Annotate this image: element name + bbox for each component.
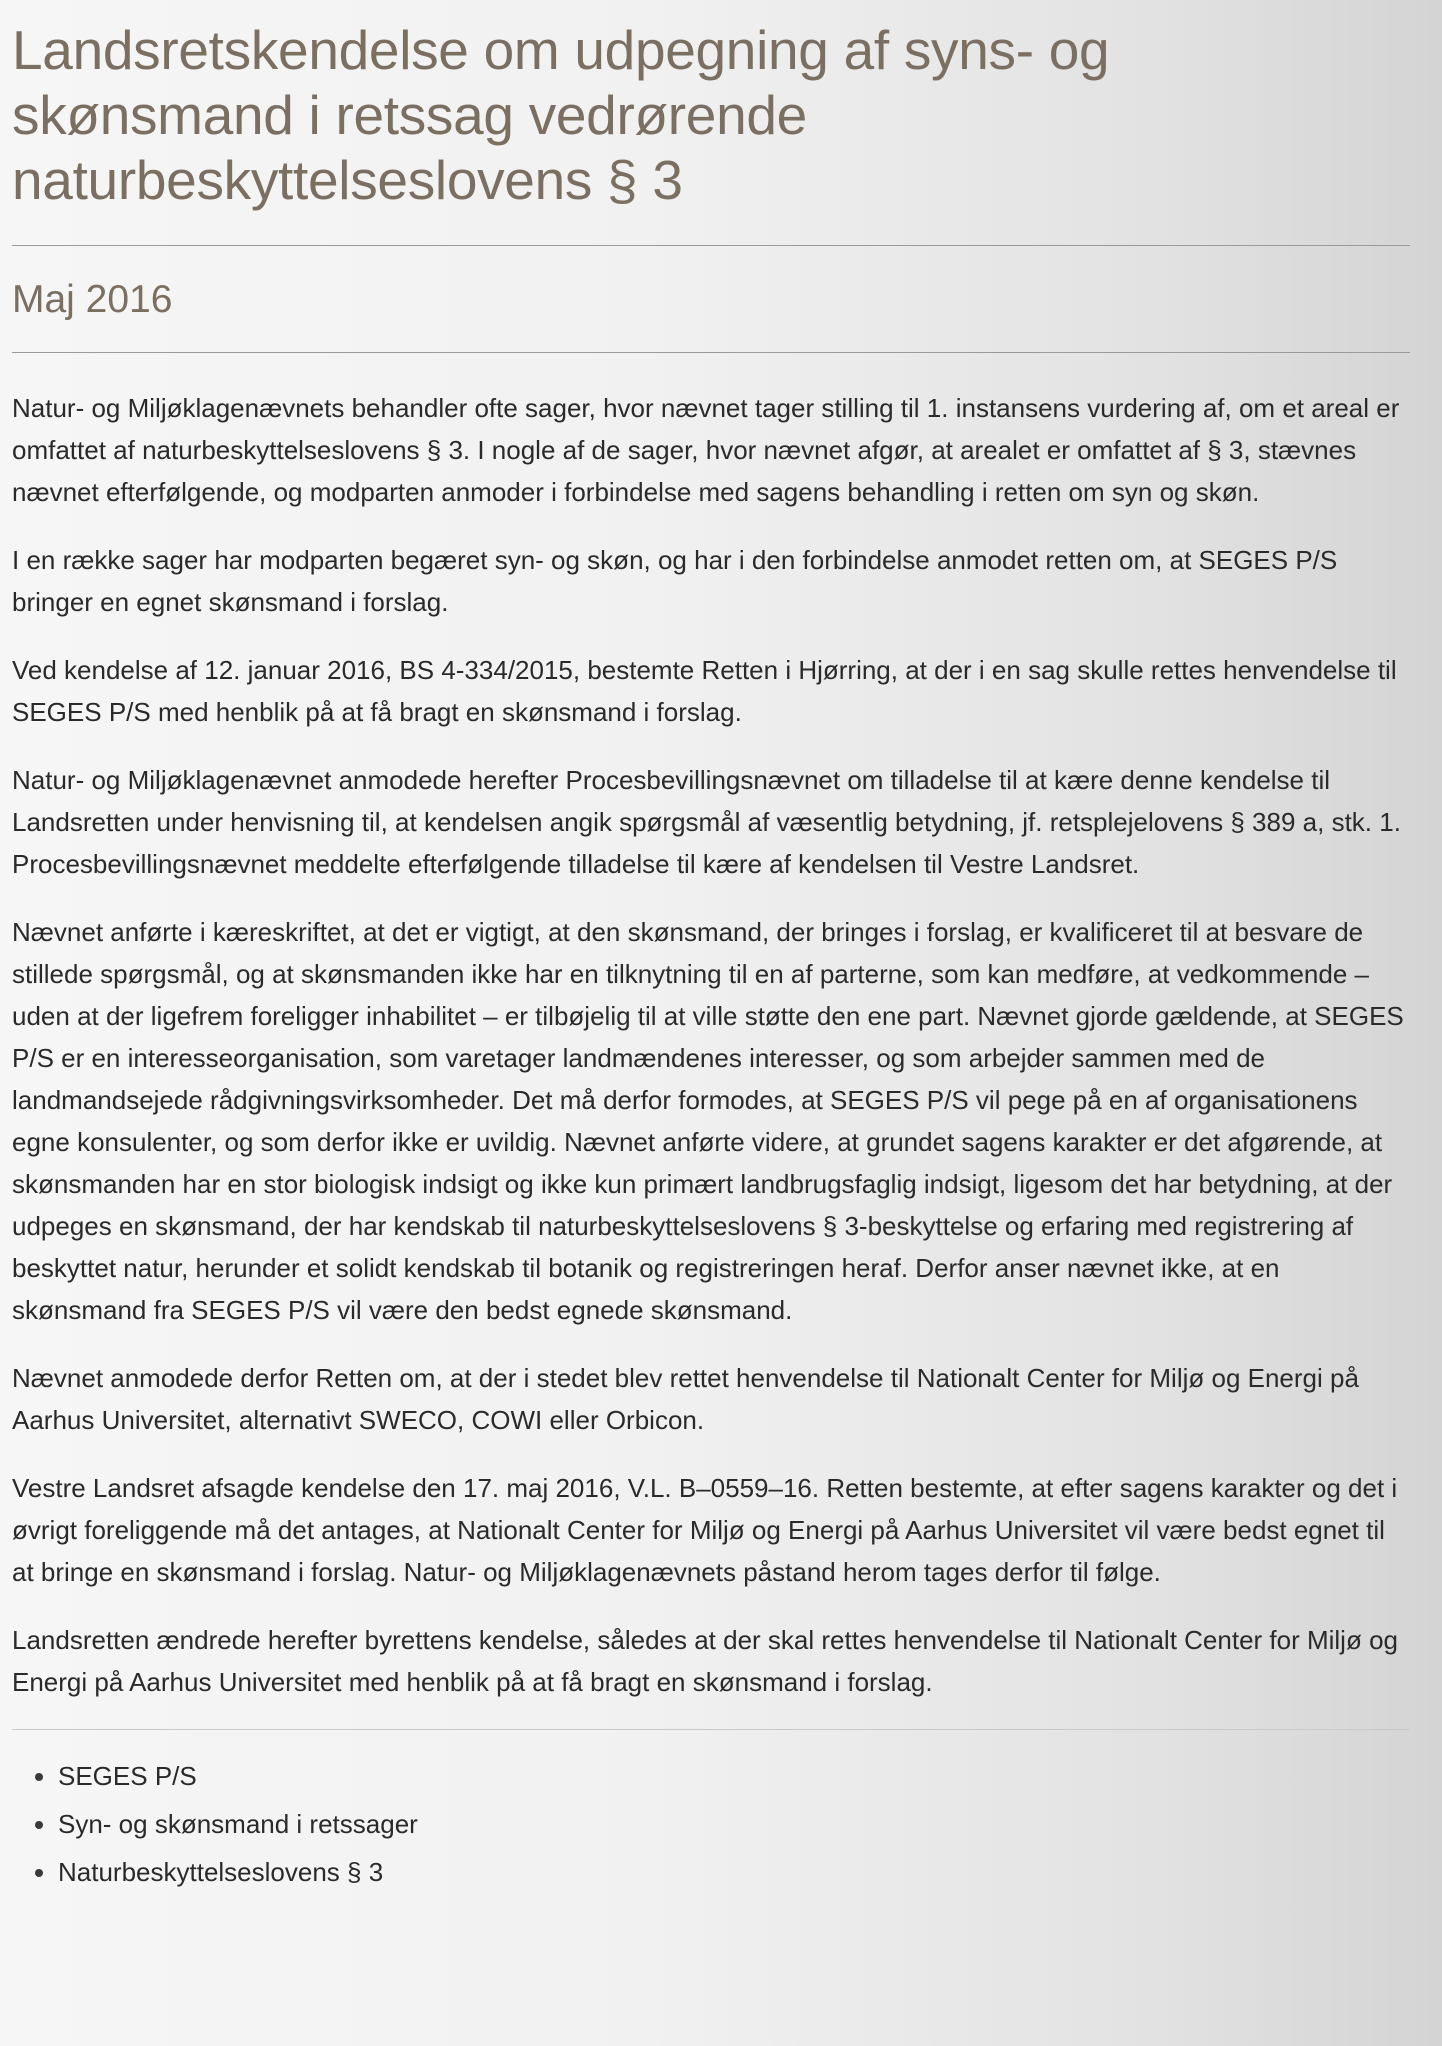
date-divider bbox=[12, 352, 1410, 353]
tags-divider bbox=[12, 1729, 1410, 1730]
tag-list bbox=[12, 1752, 1410, 1896]
paragraph: Vestre Landsret afsagde kendelse den 17. maj 2016, V.L. B–0559–16. Retten bestemte, at efter sagens karakter og det i øvrigt foreliggende må det antages, at Nationalt Center for Miljø og Energi på Aarhus Universitet vil være bedst egnet til at bringe en skønsmand i forslag. Natur- og Miljøklagenævnets påstand herom tages derfor til følge. bbox=[12, 1473, 1398, 1587]
article-body bbox=[12, 387, 1410, 1703]
paragraph: Nævnet anmodede derfor Retten om, at der i stedet blev rettet henvendelse til Nationalt Center for Miljø og Energi på Aarhus Universitet, alternativt SWECO, COWI eller Orbicon. bbox=[12, 1363, 1359, 1435]
paragraph: Ved kendelse af 12. januar 2016, BS 4-334/2015, bestemte Retten i Hjørring, at der i en sag skulle rettes henvendelse til SEGES P/S med henblik på at få bragt en skønsmand i forslag. bbox=[12, 655, 1397, 727]
tag-item-syn-og-skoensmand[interactable]: • Syn- og skønsmand i retssager bbox=[58, 1800, 1410, 1848]
tag-item-naturbeskyttelsesloven[interactable]: • Naturbeskyttelseslovens § 3 bbox=[58, 1848, 1410, 1896]
paragraph: Nævnet anførte i kæreskriftet, at det er vigtigt, at den skønsmand, der bringes i forslag, er kvalificeret til at besvare de stillede spørgsmål, og at skønsmanden ikke har en tilknytning til en af parterne, som kan medføre, at vedkommende – uden at der ligefrem foreligger inhabilitet – er tilbøjelig til at ville støtte den ene part. Nævnet gjorde gældende, at SEGES P/S er en interesseorganisation, som varetager landmændenes interesser, og som arbejder sammen med de landmandsejede rådgivningsvirksomheder. Det må derfor formodes, at SEGES P/S vil pege på en af organisationens egne konsulenter, og som derfor ikke er uvildig. Nævnet anførte videre, at grundet sagens karakter er det afgørende, at skønsmanden har en stor biologisk indsigt og ikke kun primært landbrugsfaglig indsigt, ligesom det har betydning, at der udpeges en skønsmand, der har kendskab til naturbeskyttelseslovens § 3-beskyttelse og erfaring med registrering af beskyttet natur, herunder et solidt kendskab til botanik og registreringen heraf. Derfor anser nævnet ikke, at en skønsmand fra SEGES P/S vil være den bedst egnede skønsmand. bbox=[12, 917, 1404, 1325]
publish-date: Maj 2016 bbox=[12, 278, 173, 321]
paragraph: I en række sager har modparten begæret syn- og skøn, og har i den forbindelse anmodet retten om, at SEGES P/S bringer en egnet skønsmand i forslag. bbox=[12, 545, 1338, 617]
title-divider bbox=[12, 245, 1410, 246]
paragraph: Landsretten ændrede herefter byrettens kendelse, således at der skal rettes henvendelse til Nationalt Center for Miljø og Energi på Aarhus Universitet med henblik på at få bragt en skønsmand i forslag. bbox=[12, 1625, 1398, 1697]
paragraph: Natur- og Miljøklagenævnet anmodede herefter Procesbevillingsnævnet om tilladelse til at kære denne kendelse til Landsretten under henvisning til, at kendelsen angik spørgsmål af væsentlig betydning, jf. retsplejelovens § 389 a, stk. 1. Procesbevillingsnævnet meddelte efterfølgende tilladelse til kære af kendelsen til Vestre Landsret. bbox=[12, 765, 1401, 879]
paragraph: Natur- og Miljøklagenævnets behandler ofte sager, hvor nævnet tager stilling til 1. instansens vurdering af, om et areal er omfattet af naturbeskyttelseslovens § 3. I nogle af de sager, hvor nævnet afgør, at arealet er omfattet af § 3, stævnes nævnet efterfølgende, og modparten anmoder i forbindelse med sagens behandling i retten om syn og skøn. bbox=[12, 393, 1400, 507]
page-title: Landsretskendelse om udpegning af syns- og skønsmand i retssag vedrørende naturbeskyttelseslovens § 3 bbox=[12, 19, 1110, 211]
tag-item-seges[interactable]: • SEGES P/S bbox=[58, 1752, 1410, 1800]
